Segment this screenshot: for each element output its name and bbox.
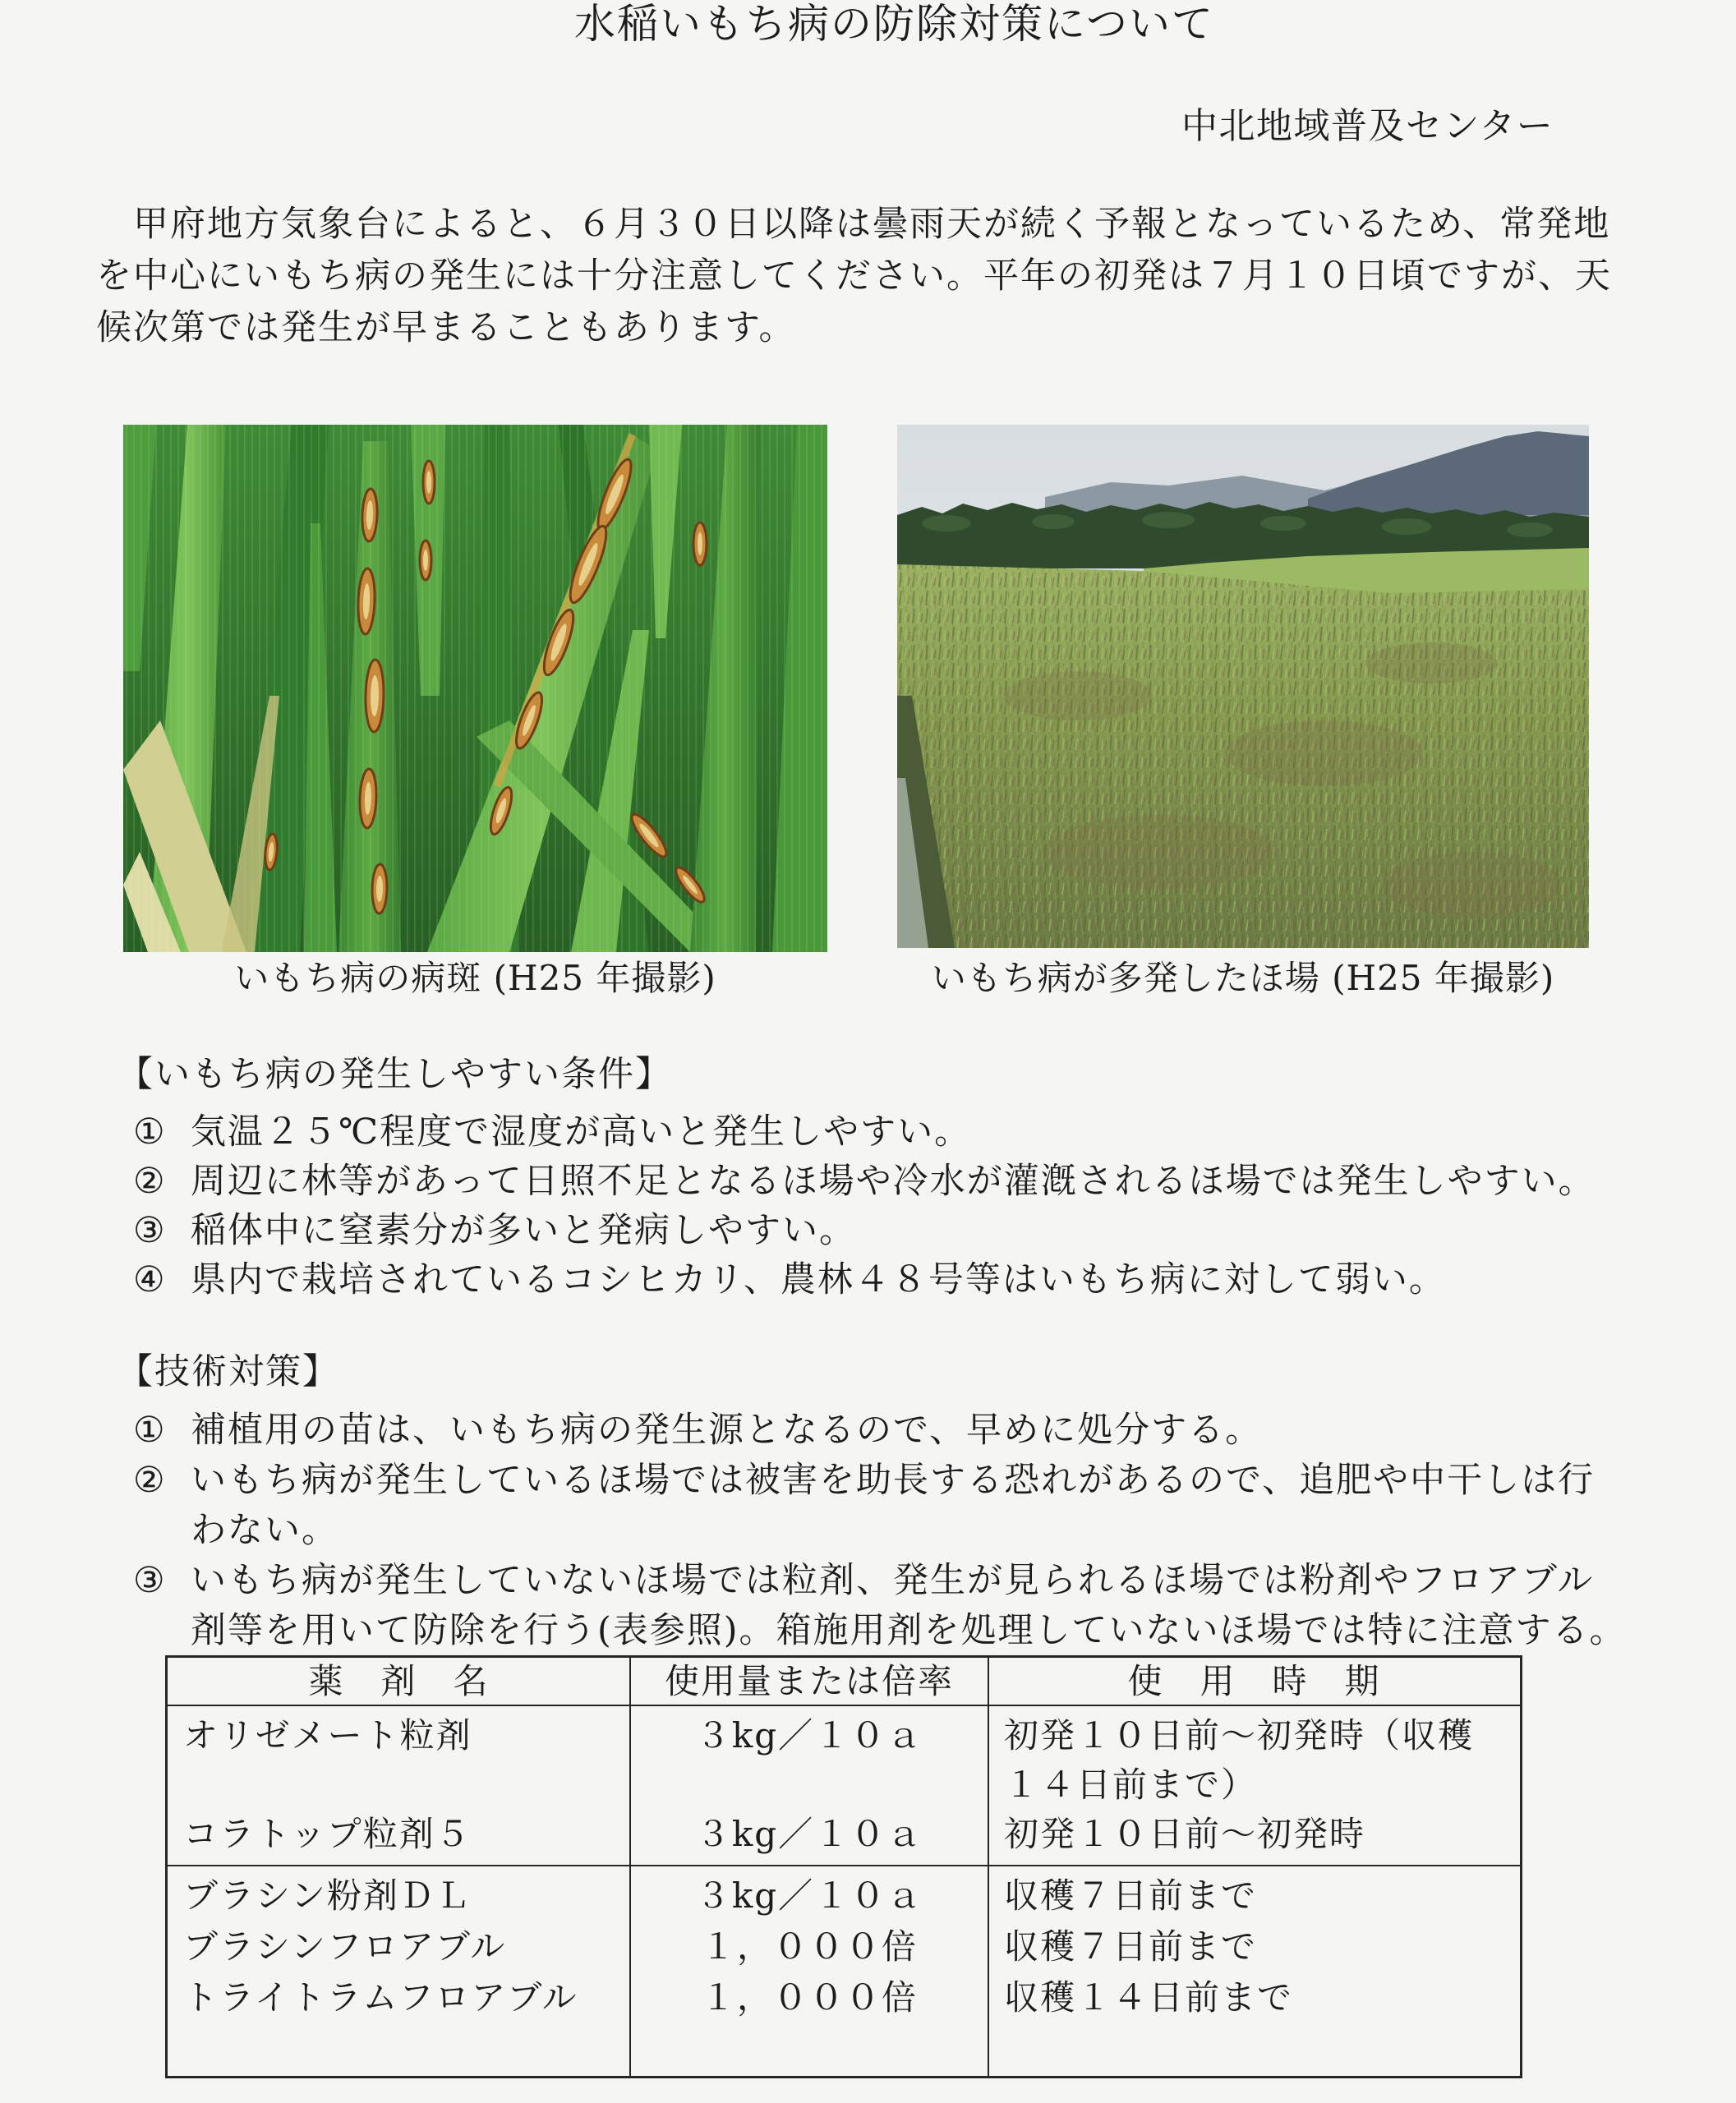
table-row [168,1810,1520,1859]
measure-item [117,1406,1627,1456]
item-text: 周辺に林等があって日照不足となるほ場や冷水が灌漑されるほ場では発生しやすい。 [191,1161,1596,1202]
table-header-row [168,1658,1520,1706]
conditions-list [117,1107,1596,1305]
measures-heading: 【技術対策】 [117,1351,339,1392]
measure-item [117,1456,1627,1556]
intro-paragraph [96,199,1612,354]
item-text: 気温２５℃程度で湿度が高いと発生しやすい。 [191,1111,972,1153]
leaf-lesions-image [123,425,827,952]
item-number: ② [133,1161,167,1202]
measure-item [117,1556,1627,1656]
table-cell-timing [988,1972,1520,2023]
photo-leaf-lesions [123,425,827,952]
item-text: 県内で栽培されているコシヒカリ、農林４８号等はいもち病に対して弱い。 [191,1259,1446,1300]
timing-line: 収穫１４日前まで [1004,1977,1294,2018]
table-header-amount: 使用量または倍率 [664,1661,954,1701]
item-number: ① [133,1111,167,1153]
condition-item [117,1107,1596,1157]
column-divider [988,1658,989,2076]
table-cell-name: トライトラムフロアブル [183,1977,578,2018]
intro-line: を中心にいもち病の発生には十分注意してください。平年の初発は７月１０日頃ですが、天 [96,255,1612,297]
table-group-dust-flowable [168,1866,1520,2076]
table-row [168,1711,1520,1810]
condition-item [117,1206,1596,1255]
table-row [168,1871,1520,1921]
timing-line: １４日前まで） [1004,1765,1258,1805]
photo-infected-field [897,425,1589,948]
leaf-veins [123,425,827,952]
table-cell-amount: ３kg／１０ａ [695,1814,923,1854]
photo-caption-left: いもち病の病斑 (H25 年撮影) [234,958,716,998]
item-text: 稲体中に窒素分が多いと発病しやすい。 [191,1210,856,1251]
item-text: いもち病が発生していないほ場では粒剤、発生が見られるほ場では粉剤やフロアブル [191,1560,1595,1601]
table-cell-timing [988,1711,1520,1810]
table-cell-timing [988,1810,1520,1859]
fungicide-table [165,1655,1522,2078]
condition-item [117,1255,1596,1305]
item-number: ③ [133,1210,167,1251]
infected-field-image [897,425,1589,948]
item-number: ① [133,1410,167,1451]
intro-line: 甲府地方気象台によると、６月３０日以降は曇雨天が続く予報となっているため、常発地 [133,204,1611,245]
document-author: 中北地域普及センター [1181,105,1554,147]
timing-line: 収穫７日前まで [1004,1926,1258,1967]
table-header-timing: 使 用 時 期 [1127,1661,1381,1701]
item-number: ④ [133,1259,167,1300]
table-cell-name: オリゼメート粒剤 [183,1715,472,1756]
table-cell-amount: ３kg／１０ａ [695,1875,923,1916]
item-text-continued: わない。 [191,1510,338,1551]
table-cell-timing [988,1871,1520,1921]
table-cell-name: ブラシンフロアブル [183,1926,507,1967]
condition-item [117,1157,1596,1206]
timing-line: 収穫７日前まで [1004,1875,1258,1916]
table-cell-timing [988,1921,1520,1972]
conditions-section [117,1050,1596,1305]
table-header-name: 薬 剤 名 [308,1661,490,1701]
column-divider [629,1658,631,2076]
table-row [168,1921,1520,1972]
conditions-heading: 【いもち病の発生しやすい条件】 [117,1054,672,1095]
measures-section [117,1347,1627,1656]
document-title: 水稲いもち病の防除対策について [574,0,1214,48]
intro-line: 候次第では発生が早まることもあります。 [96,307,796,348]
item-text: いもち病が発生しているほ場では被害を助長する恐れがあるので、追肥や中干しは行 [191,1460,1596,1501]
photo-caption-right: いもち病が多発したほ場 (H25 年撮影) [931,958,1555,998]
measures-list [117,1406,1627,1656]
table-cell-amount: ３kg／１０ａ [695,1715,923,1756]
timing-line: 初発１０日前～初発時 [1004,1814,1366,1854]
item-text: 補植用の苗は、いもち病の発生源となるので、早めに処分する。 [191,1410,1263,1451]
item-number: ③ [133,1560,167,1601]
table-row [168,1972,1520,2023]
table-cell-amount: １，０００倍 [700,1926,918,1967]
table-cell-name: コラトップ粒剤５ [183,1814,472,1854]
table-group-granules [168,1706,1520,1866]
item-number: ② [133,1460,167,1501]
table-cell-amount: １，０００倍 [700,1977,918,2018]
item-text-continued: 剤等を用いて防除を行う(表参照)。箱施用剤を処理していないほ場では特に注意する。 [191,1610,1627,1651]
timing-line: 初発１０日前～初発時（収穫 [1004,1715,1475,1756]
table-cell-name: ブラシン粉剤ＤＬ [183,1875,472,1916]
